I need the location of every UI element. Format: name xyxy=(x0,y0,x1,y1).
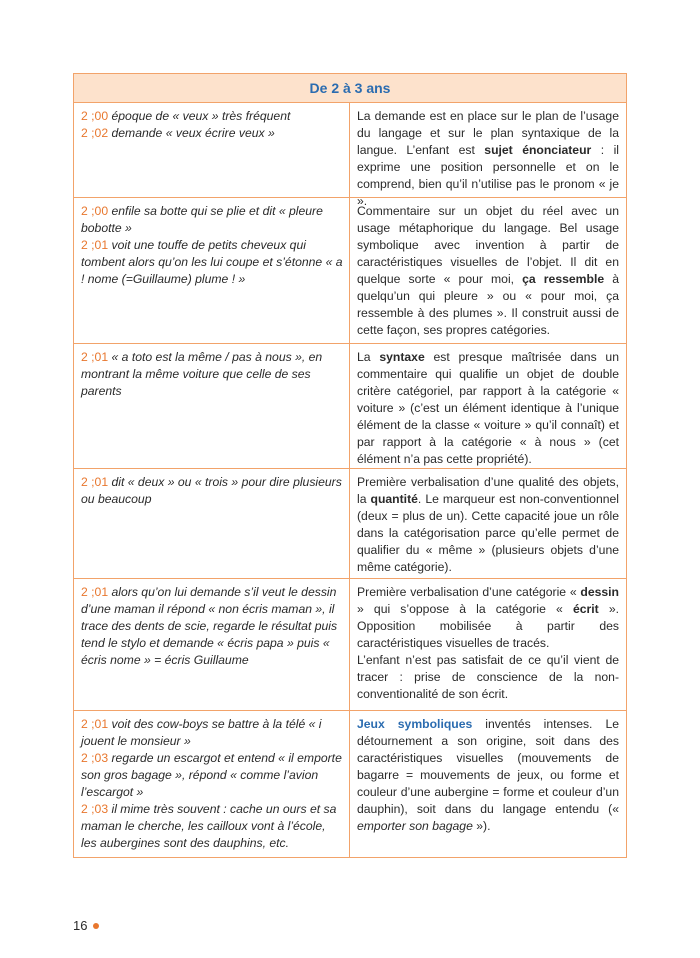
observation-entry: 2 ;01 alors qu’on lui demande s’il veut le dessin d’une maman il répond « non écris maman », il trace des dents de scie, regarde le résultat puis tend le stylo et demande « écris papa » puis « écris nome » = écris Guillaume xyxy=(81,585,338,667)
age-label: 2 ;03 xyxy=(81,751,109,765)
observation-cell xyxy=(74,198,350,343)
analysis-cell: La demande est en place sur le plan de l’usage du langage et sur le plan syntaxique de la langue. L’enfant est sujet énonciateur : il exprime une position personnelle et on le comprend, bien qu’il n’utilise pas le pronom « je ». xyxy=(357,109,619,208)
observation-cell xyxy=(74,103,350,197)
age-label: 2 ;01 xyxy=(81,350,109,364)
age-label: 2 ;00 xyxy=(81,204,109,218)
key-term: syntaxe xyxy=(379,350,425,364)
quoted-phrase: emporter son bagage xyxy=(357,819,473,833)
observation-entry: 2 ;01 « a toto est la même / pas à nous », en montrant la même voiture que celle de ses parents xyxy=(81,350,323,398)
age-label: 2 ;03 xyxy=(81,802,109,816)
analysis-cell: Jeux symboliques inventés intenses. Le détournement a son origine, soit dans des caractéristiques visuelles (mouvements de bagarre = mouvements de jeux, ou forme et couleur d’une aubergine = forme et couleur d’un dauphin), soit dans du langage entendu (« emporter son bagage »). xyxy=(357,717,619,833)
analysis-cell: Commentaire sur un objet du réel avec un usage métaphorique du langage. Bel usage symbolique avec invention à partir de caractéristiques visuelles de l’objet. Il dit en quelque sorte « pour moi, ça ressemble à quelqu’un qui pleure » ou « pour moi, ça ressemble à des plumes ». Il construit aussi de cette façon, ses propres catégories. xyxy=(357,204,619,337)
key-term: ça ressemble xyxy=(522,272,605,286)
table-row xyxy=(74,469,626,579)
table-row xyxy=(74,344,626,469)
table-row xyxy=(74,579,626,711)
key-term: quantité xyxy=(370,492,418,506)
observation-entry: 2 ;03 regarde un escargot et entend « il emporte son gros bagage », répond « comme l’avion l’escargot » xyxy=(81,751,342,799)
age-label: 2 ;02 xyxy=(81,126,109,140)
table-title: De 2 à 3 ans xyxy=(74,74,626,103)
age-label: 2 ;01 xyxy=(81,585,109,599)
development-table xyxy=(73,73,627,858)
analysis-cell: Première verbalisation d’une catégorie « dessin » qui s’oppose à la catégorie « écrit ». Opposition mobilisée à partir des caractéristiques visuelles de tracés. L’enfant n’est pas satisfait de ce qu’il vient de tracer : prise de conscience de la non-conventionalité de son écrit. xyxy=(357,585,619,701)
observation-entry: 2 ;03 il mime très souvent : cache un ours et sa maman le cherche, les cailloux vont à l’école, les aubergines sont des dauphins, etc. xyxy=(81,802,337,850)
table-row xyxy=(74,198,626,344)
table-row xyxy=(74,103,626,208)
observation-entry: 2 ;01 voit une touffe de petits cheveux qui tombent alors qu’on les lui coupe et s’étonne « a ! nome (=Guillaume) plume ! » xyxy=(81,238,343,286)
observation-cell xyxy=(74,469,350,578)
bullet-dot-icon xyxy=(93,923,99,929)
page-footer xyxy=(73,918,99,933)
observation-cell xyxy=(74,711,350,857)
key-term: écrit xyxy=(572,602,599,616)
observation-cell xyxy=(74,579,350,710)
observation-cell xyxy=(74,344,350,468)
observation-entry: 2 ;01 voit des cow-boys se battre à la télé « i jouent le monsieur » xyxy=(81,717,322,748)
analysis-cell: Première verbalisation d’une qualité des objets, la quantité. Le marqueur est non-conventionnel (deux = plus de un). Cette capacité joue un rôle dans la catégorisation parce qu’elle permet de qualifier du « même » (plusieurs objets d’une même catégorie). xyxy=(357,475,619,574)
table-row xyxy=(74,711,626,857)
observation-entry: 2 ;02 demande « veux écrire veux » xyxy=(81,126,275,140)
page-number: 16 xyxy=(73,918,88,933)
observation-entry: 2 ;00 enfile sa botte qui se plie et dit « pleure bobotte » xyxy=(81,204,323,235)
age-label: 2 ;01 xyxy=(81,475,109,489)
age-label: 2 ;01 xyxy=(81,717,109,731)
observation-entry: 2 ;01 dit « deux » ou « trois » pour dire plusieurs ou beaucoup xyxy=(81,475,342,506)
age-label: 2 ;01 xyxy=(81,238,109,252)
age-label: 2 ;00 xyxy=(81,109,109,123)
analysis-cell: La syntaxe est presque maîtrisée dans un commentaire qui qualifie un objet de double critère catégoriel, par rapport à la catégorie « voiture » (c’est un élément identique à l’unique élément de la classe « voiture » qu’il connaît) et par rapport à la catégorie « à nous » (cet élément n’a pas cette propriété). xyxy=(357,350,619,466)
observation-entry: 2 ;00 époque de « veux » très fréquent xyxy=(81,109,291,123)
key-term: Jeux symboliques xyxy=(357,717,473,731)
key-term: dessin xyxy=(580,585,619,599)
key-term: sujet énonciateur xyxy=(484,143,592,157)
